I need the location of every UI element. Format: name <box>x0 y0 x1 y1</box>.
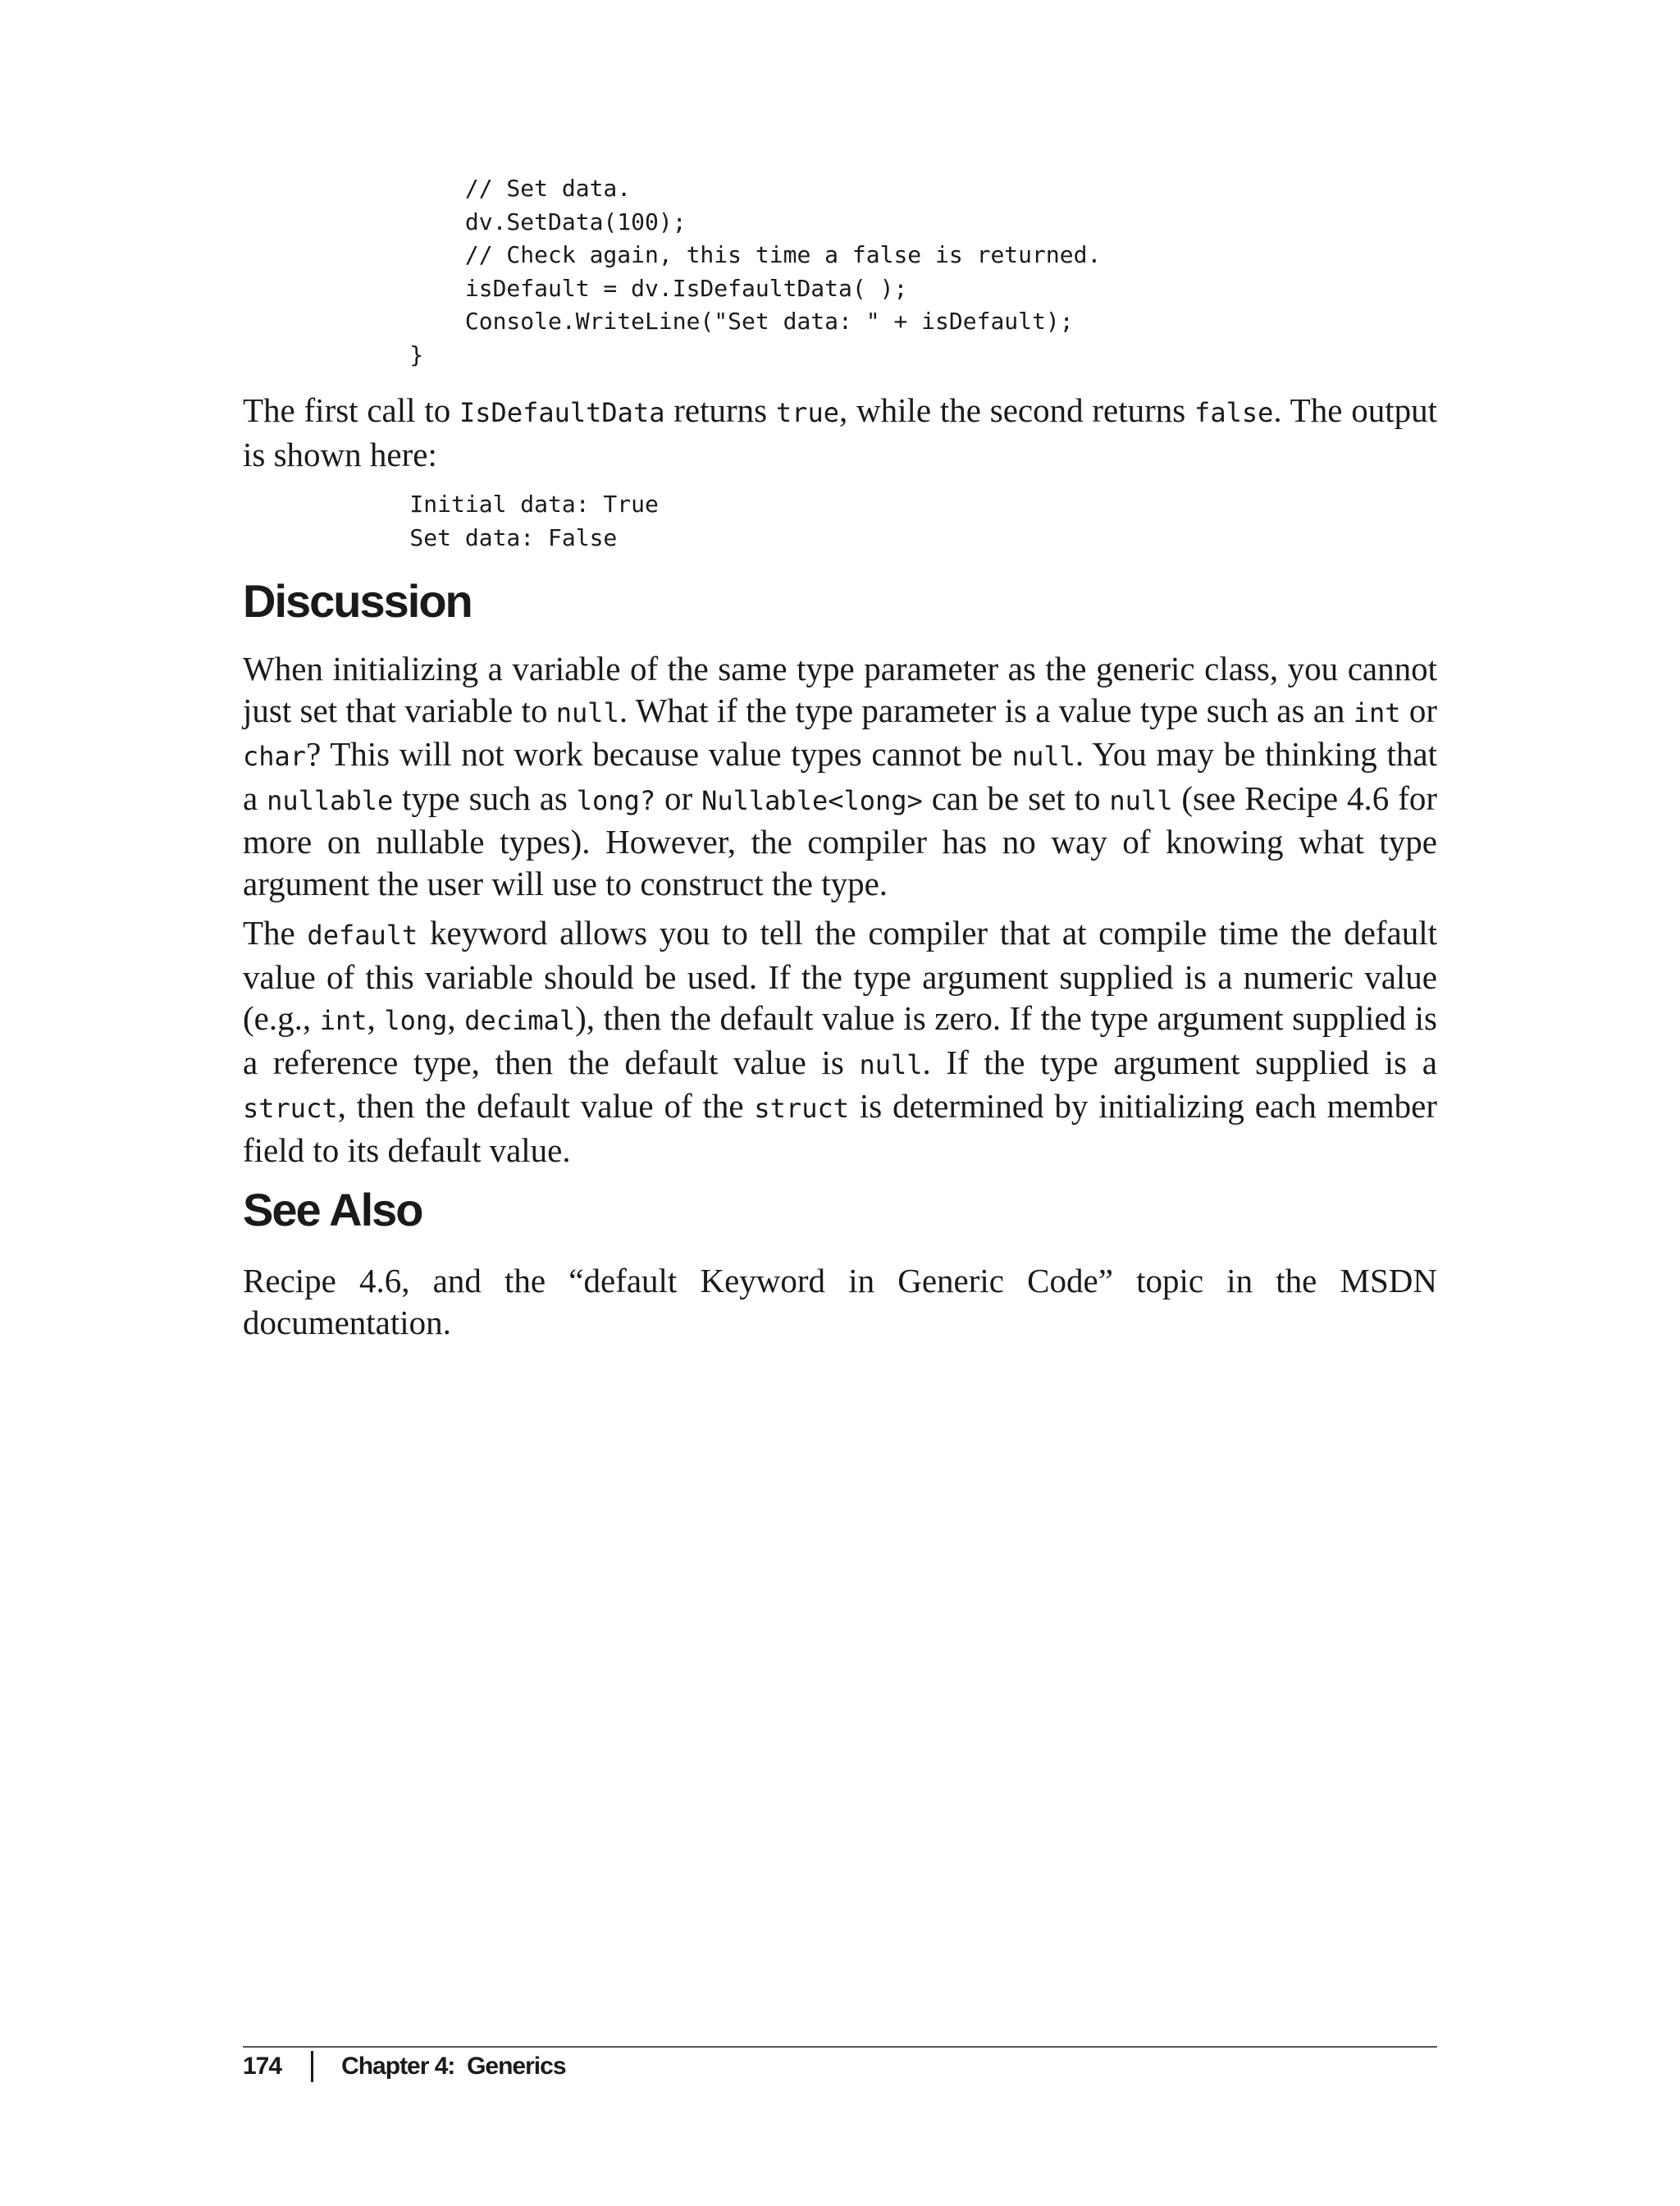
code-line: Console.WriteLine("Set data: " + isDefault); <box>354 308 1074 335</box>
inline-code: default <box>307 920 418 951</box>
inline-code: int <box>1353 697 1401 728</box>
page-number: 174 <box>243 2053 282 2080</box>
footer-rule <box>243 2046 1437 2048</box>
inline-code: Nullable<long> <box>701 784 923 816</box>
inline-code: null <box>1011 741 1075 772</box>
code-line: Initial data: True <box>354 491 659 518</box>
inline-code: char <box>243 741 307 772</box>
inline-code: null <box>859 1048 923 1080</box>
footer-separator <box>311 2051 313 2082</box>
inline-code: null <box>1109 784 1173 816</box>
paragraph-discussion-2: The default keyword allows you to tell the compiler that at compile time the default value of this variable should be used. If the type argument supplied is a numeric value (e.g., int, long, decimal), then the default value is zero. If the type argument supplied is a reference type, then the default value is null. If the type argument supplied is a struct, then the default value of the struct is determined by initializing each member field to its default value. <box>243 914 1438 1169</box>
inline-code: true <box>775 397 839 428</box>
section-heading-discussion: Discussion <box>243 575 472 627</box>
code-line: isDefault = dv.IsDefaultData( ); <box>354 274 908 302</box>
code-block-set-data <box>354 172 1101 372</box>
inline-code: struct <box>754 1093 849 1124</box>
paragraph-see-also: Recipe 4.6, and the “default Keyword in Generic Code” topic in the MSDN documentation. <box>243 1262 1437 1341</box>
inline-code: null <box>555 697 619 728</box>
inline-code: long <box>384 1005 448 1036</box>
section-heading-see-also: See Also <box>243 1184 422 1235</box>
page-footer <box>243 2051 566 2082</box>
inline-code: long? <box>576 784 656 816</box>
code-line: // Check again, this time a false is returned. <box>354 241 1102 268</box>
inline-code: false <box>1194 397 1274 428</box>
paragraph-discussion-1: When initializing a variable of the same type parameter as the generic class, you cannot just set that variable to null. What if the type parameter is a value type such as an int or char? This will not work because value types cannot be null. You may be thinking that a nullable type such as long? or Nullable<long> can be set to null (see Recipe 4.6 for more on nullable types). However, the compiler has no way of knowing what type argument the user will use to construct the type. <box>243 650 1438 902</box>
paragraph-first-call: The first call to IsDefaultData returns true, while the second returns false. The output is shown here: <box>243 391 1437 473</box>
code-line: // Set data. <box>354 175 632 202</box>
inline-code: struct <box>243 1093 338 1124</box>
inline-code: decimal <box>464 1005 576 1036</box>
chapter-title: Chapter 4: Generics <box>341 2053 566 2080</box>
code-line: Set data: False <box>354 523 618 551</box>
inline-code: int <box>319 1005 368 1036</box>
inline-code: IsDefaultData <box>459 397 665 428</box>
inline-code: nullable <box>267 784 394 816</box>
code-line: dv.SetData(100); <box>354 208 687 235</box>
code-block-output <box>354 488 659 555</box>
code-line: } <box>354 340 424 368</box>
